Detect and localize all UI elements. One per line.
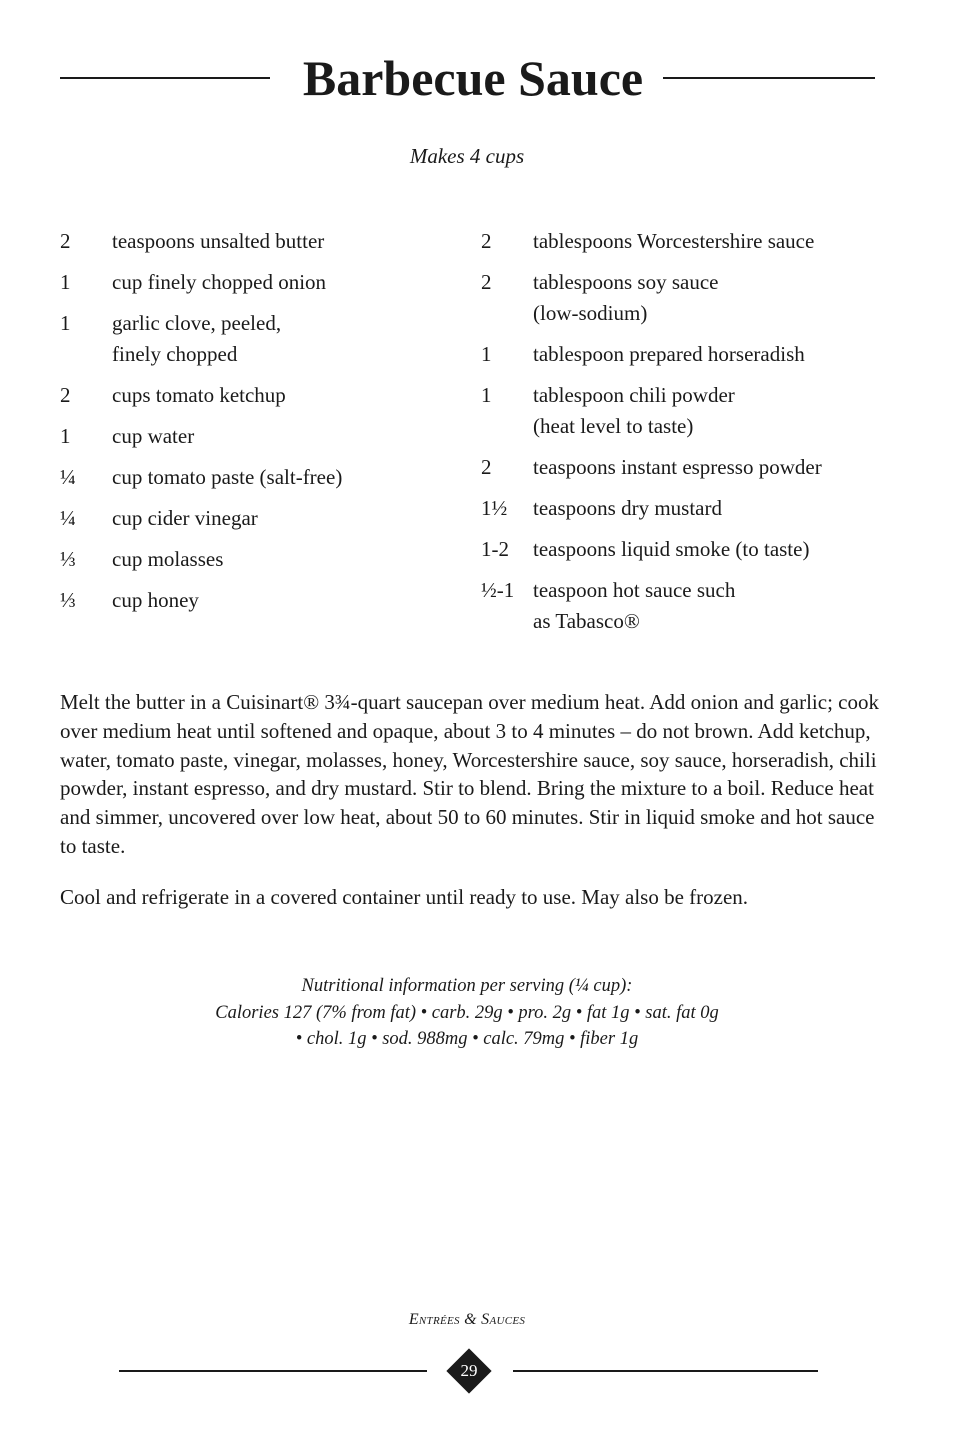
ingredient-quantity: ⅓ — [60, 547, 76, 571]
ingredient-item — [60, 421, 460, 452]
ingredient-item — [60, 585, 460, 616]
ingredient-description: tablespoon prepared horseradish — [533, 342, 805, 366]
ingredient-item — [60, 267, 460, 298]
ingredient-item — [481, 452, 901, 483]
ingredient-item — [60, 462, 460, 493]
ingredient-item — [60, 380, 460, 411]
ingredient-item — [481, 575, 901, 637]
ingredient-description: cup cider vinegar — [112, 506, 258, 530]
ingredient-item — [60, 503, 460, 534]
ingredient-description: tablespoons Worcestershire sauce — [533, 229, 815, 253]
ingredient-quantity: ½-1 — [481, 578, 515, 602]
ingredient-item — [60, 226, 460, 257]
ingredient-quantity: ¼ — [60, 465, 76, 489]
ingredient-description: cup tomato paste (salt-free) — [112, 465, 343, 489]
ingredient-description: cup molasses — [112, 547, 224, 571]
title-row — [60, 44, 875, 114]
ingredient-description: teaspoons instant espresso powder — [533, 455, 822, 479]
ingredient-description: garlic clove, peeled, finely chopped — [112, 311, 282, 366]
ingredient-column-left — [60, 226, 460, 626]
ingredient-quantity: 1 — [481, 383, 492, 407]
ingredient-quantity: 1-2 — [481, 537, 509, 561]
ingredient-description: cup water — [112, 424, 195, 448]
ingredient-item — [60, 308, 460, 370]
title-rule-left — [60, 77, 270, 79]
nutrition-info — [0, 973, 934, 1053]
ingredient-description: teaspoons dry mustard — [533, 496, 722, 520]
ingredient-item — [481, 493, 901, 524]
page-number: 29 — [460, 1361, 478, 1380]
footer-rule-right — [513, 1370, 818, 1372]
recipe-yield: Makes 4 cups — [409, 144, 525, 168]
ingredient-description: teaspoon hot sauce such as Tabasco® — [533, 578, 736, 633]
ingredient-description: cup honey — [112, 588, 199, 612]
nutrition-values: Calories 127 (7% from fat) • carb. 29g • pro. 2g • fat 1g • sat. fat 0g — [215, 1002, 719, 1023]
ingredient-item — [481, 339, 901, 370]
ingredient-quantity: 2 — [481, 229, 492, 253]
ingredient-description: cups tomato ketchup — [112, 383, 286, 407]
page-number-badge — [447, 1349, 491, 1393]
ingredient-quantity: 1 — [60, 270, 71, 294]
ingredient-description: teaspoons unsalted butter — [112, 229, 325, 253]
ingredient-quantity: 2 — [481, 455, 492, 479]
ingredient-column-right — [481, 226, 901, 647]
ingredient-quantity: ¼ — [60, 506, 76, 530]
recipe-title: Barbecue Sauce — [302, 50, 644, 106]
ingredient-item — [481, 380, 901, 442]
ingredient-description: teaspoons liquid smoke (to taste) — [533, 537, 810, 561]
ingredient-quantity: 1 — [60, 424, 71, 448]
ingredient-quantity: 2 — [481, 270, 492, 294]
ingredient-item — [481, 226, 901, 257]
section-label: Entrées & Sauces — [408, 1311, 526, 1328]
ingredient-item — [60, 544, 460, 575]
ingredient-quantity: 1½ — [481, 496, 508, 520]
ingredient-quantity: 2 — [60, 229, 71, 253]
method-paragraph: Cool and refrigerate in a covered container until ready to use. May also be frozen. — [60, 884, 749, 909]
recipe-method — [60, 688, 880, 934]
footer-rule-left — [119, 1370, 427, 1372]
nutrition-heading: Nutritional information per serving (¼ cup): — [301, 976, 633, 996]
ingredient-quantity: 1 — [481, 342, 492, 366]
nutrition-values-continued: • chol. 1g • sod. 988mg • calc. 79mg • fiber 1g — [295, 1029, 639, 1049]
ingredient-item — [481, 534, 901, 565]
ingredient-description: tablespoon chili powder (heat level to taste) — [533, 383, 735, 438]
ingredient-quantity: ⅓ — [60, 588, 76, 612]
ingredient-quantity: 2 — [60, 383, 71, 407]
ingredient-item — [481, 267, 901, 329]
method-paragraph: Melt the butter in a Cuisinart® 3¾-quart saucepan over medium heat. Add onion and garlic; cook over medium heat until softened and opaque, about 3 to 4 minutes – do not brown. Add ketchup, water, tomato paste, vinegar, molasses, honey, Worcestershire sauce, soy sauce, horseradish, chili powder, instant espresso, and dry mustard. Stir to blend. Bring the mixture to a boil. Reduce heat and simmer, uncovered over low heat, about 50 to 60 minutes. Stir in liquid smoke and hot sauce to taste. — [60, 690, 879, 858]
title-rule-right — [663, 77, 875, 79]
ingredient-description: tablespoons soy sauce (low-sodium) — [533, 270, 719, 325]
ingredient-quantity: 1 — [60, 311, 71, 335]
ingredient-description: cup finely chopped onion — [112, 270, 327, 294]
